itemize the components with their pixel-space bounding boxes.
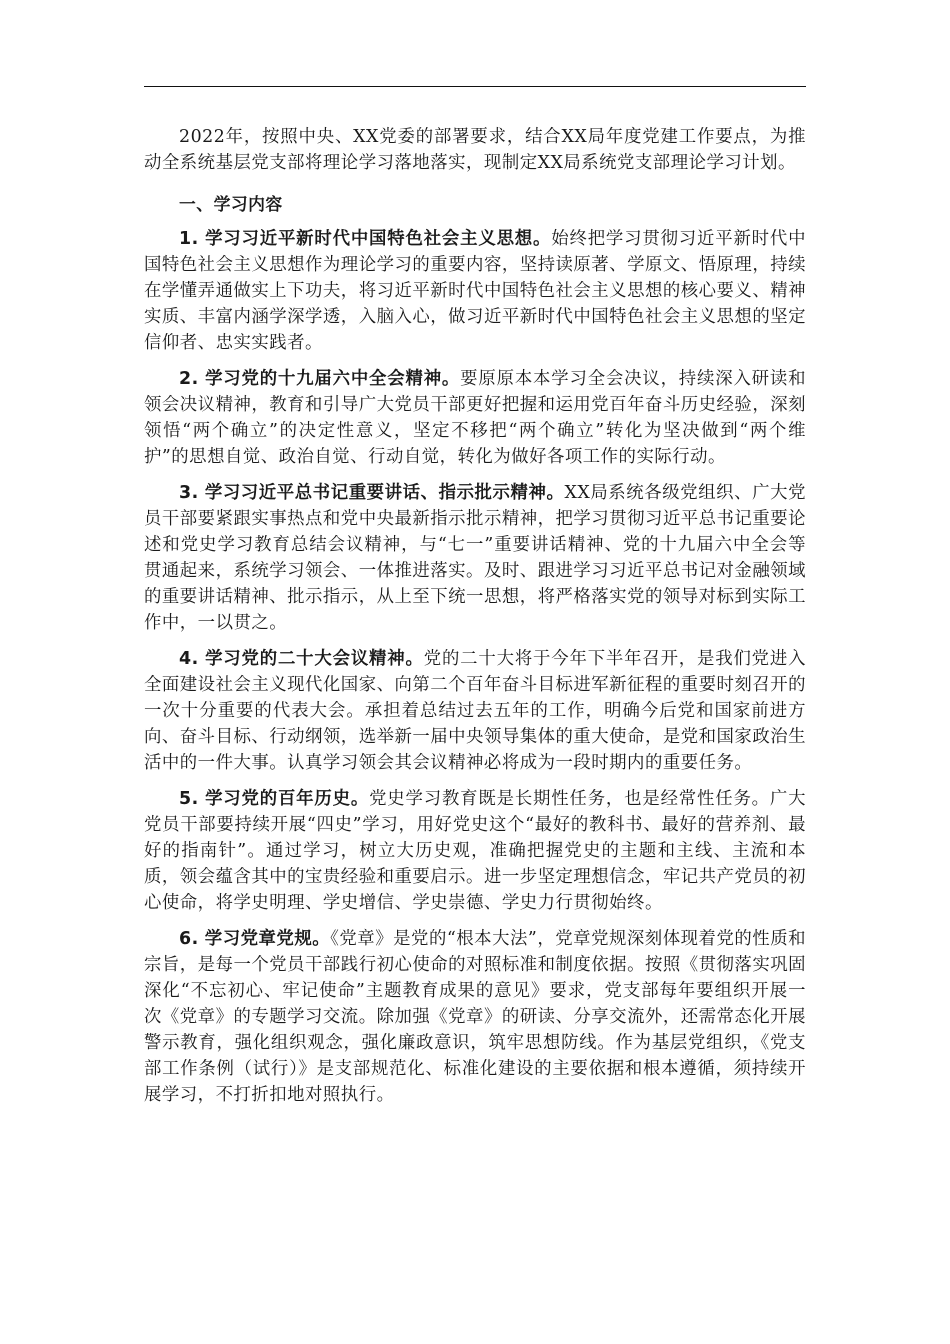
item-paragraph-3 xyxy=(144,480,806,636)
item-number: 2. xyxy=(179,369,199,389)
item-paragraph-1 xyxy=(144,226,806,356)
document-body xyxy=(144,124,806,1118)
section-heading: 一、学习内容 xyxy=(179,194,283,214)
item-body: 党史学习教育既是长期性任务，也是经常性任务。广大党员干部要持续开展“四史”学习，用好党史这个“最好的教科书、最好的营养剂、最好的指南针”。通过学习，树立大历史观，准确把握党史的主题和主线、主流和本质，领会蕴含其中的宝贵经验和重要启示。进一步坚定理想信念，牢记共产党员的初心使命，将学史明理、学史增信、学史崇德、学史力行贯彻始终。 xyxy=(144,789,806,913)
item-body: 始终把学习贯彻习近平新时代中国特色社会主义思想作为理论学习的重要内容，坚持读原著、学原文、悟原理，持续在学懂弄通做实上下功夫，将习近平新时代中国特色社会主义思想的核心要义、精神实质、丰富内涵学深学透，入脑入心，做习近平新时代中国特色社会主义思想的坚定信仰者、忠实实践者。 xyxy=(144,229,806,353)
item-title: 学习党章党规。 xyxy=(204,929,331,949)
item-body: XX局系统各级党组织、广大党员干部要紧跟实事热点和党中央最新指示批示精神，把学习贯彻习近平总书记重要论述和党史学习教育总结会议精神，与“七一”重要讲话精神、党的十九届六中全会等贯通起来，系统学习领会、一体推进落实。及时、跟进学习习近平总书记对金融领域的重要讲话精神、批示指示，从上至下统一思想，将严格落实党的领导对标到实际工作中，一以贯之。 xyxy=(144,483,806,633)
header-rule xyxy=(144,86,806,87)
item-number: 6. xyxy=(179,929,199,949)
item-title: 学习党的百年历史。 xyxy=(205,789,370,809)
item-body: 要原原本本学习全会决议，持续深入研读和领会决议精神，教育和引导广大党员干部更好把握和运用党百年奋斗历史经验，深刻领悟“两个确立”的决定性意义，坚定不移把“两个确立”转化为坚决做到“两个维护”的思想自觉、政治自觉、行动自觉，转化为做好各项工作的实际行动。 xyxy=(144,369,806,467)
item-paragraph-4 xyxy=(144,646,806,776)
item-title: 学习党的十九届六中全会精神。 xyxy=(205,369,461,389)
item-body: 党的二十大将于今年下半年召开，是我们党进入全面建设社会主义现代化国家、向第二个百年奋斗目标进军新征程的重要时刻召开的一次十分重要的代表大会。承担着总结过去五年的工作，明确今后党和国家前进方向、奋斗目标、行动纲领，选举新一届中央领导集体的重大使命，是党和国家政治生活中的一件大事。认真学习领会其会议精神必将成为一段时期内的重要任务。 xyxy=(144,649,806,773)
item-number: 3. xyxy=(179,483,199,503)
item-body: 《党章》是党的“根本大法”，党章党规深刻体现着党的性质和宗旨，是每一个党员干部践行初心使命的对照标准和制度依据。按照《贯彻落实巩固深化“不忘初心、牢记使命”主题教育成果的意见》要求，党支部每年要组织开展一次《党章》的专题学习交流。除加强《党章》的研读、分享交流外，还需常态化开展警示教育，强化组织观念，强化廉政意识，筑牢思想防线。作为基层党组织，《党支部工作条例（试行）》是支部规范化、标准化建设的主要依据和根本遵循，须持续开展学习，不打折扣地对照执行。 xyxy=(144,929,806,1105)
item-title: 学习习近平总书记重要讲话、指示批示精神。 xyxy=(204,483,565,503)
item-title: 学习习近平新时代中国特色社会主义思想。 xyxy=(205,229,552,249)
intro-paragraph: 2022年，按照中央、XX党委的部署要求，结合XX局年度党建工作要点，为推动全系统基层党支部将理论学习落地落实，现制定XX局系统党支部理论学习计划。 xyxy=(144,127,806,173)
item-paragraph-2 xyxy=(144,366,806,470)
item-title: 学习党的二十大会议精神。 xyxy=(205,649,424,669)
item-number: 5. xyxy=(179,789,199,809)
item-paragraph-6 xyxy=(144,926,806,1108)
item-paragraph-5 xyxy=(144,786,806,916)
item-number: 1. xyxy=(179,229,199,249)
item-number: 4. xyxy=(179,649,199,669)
